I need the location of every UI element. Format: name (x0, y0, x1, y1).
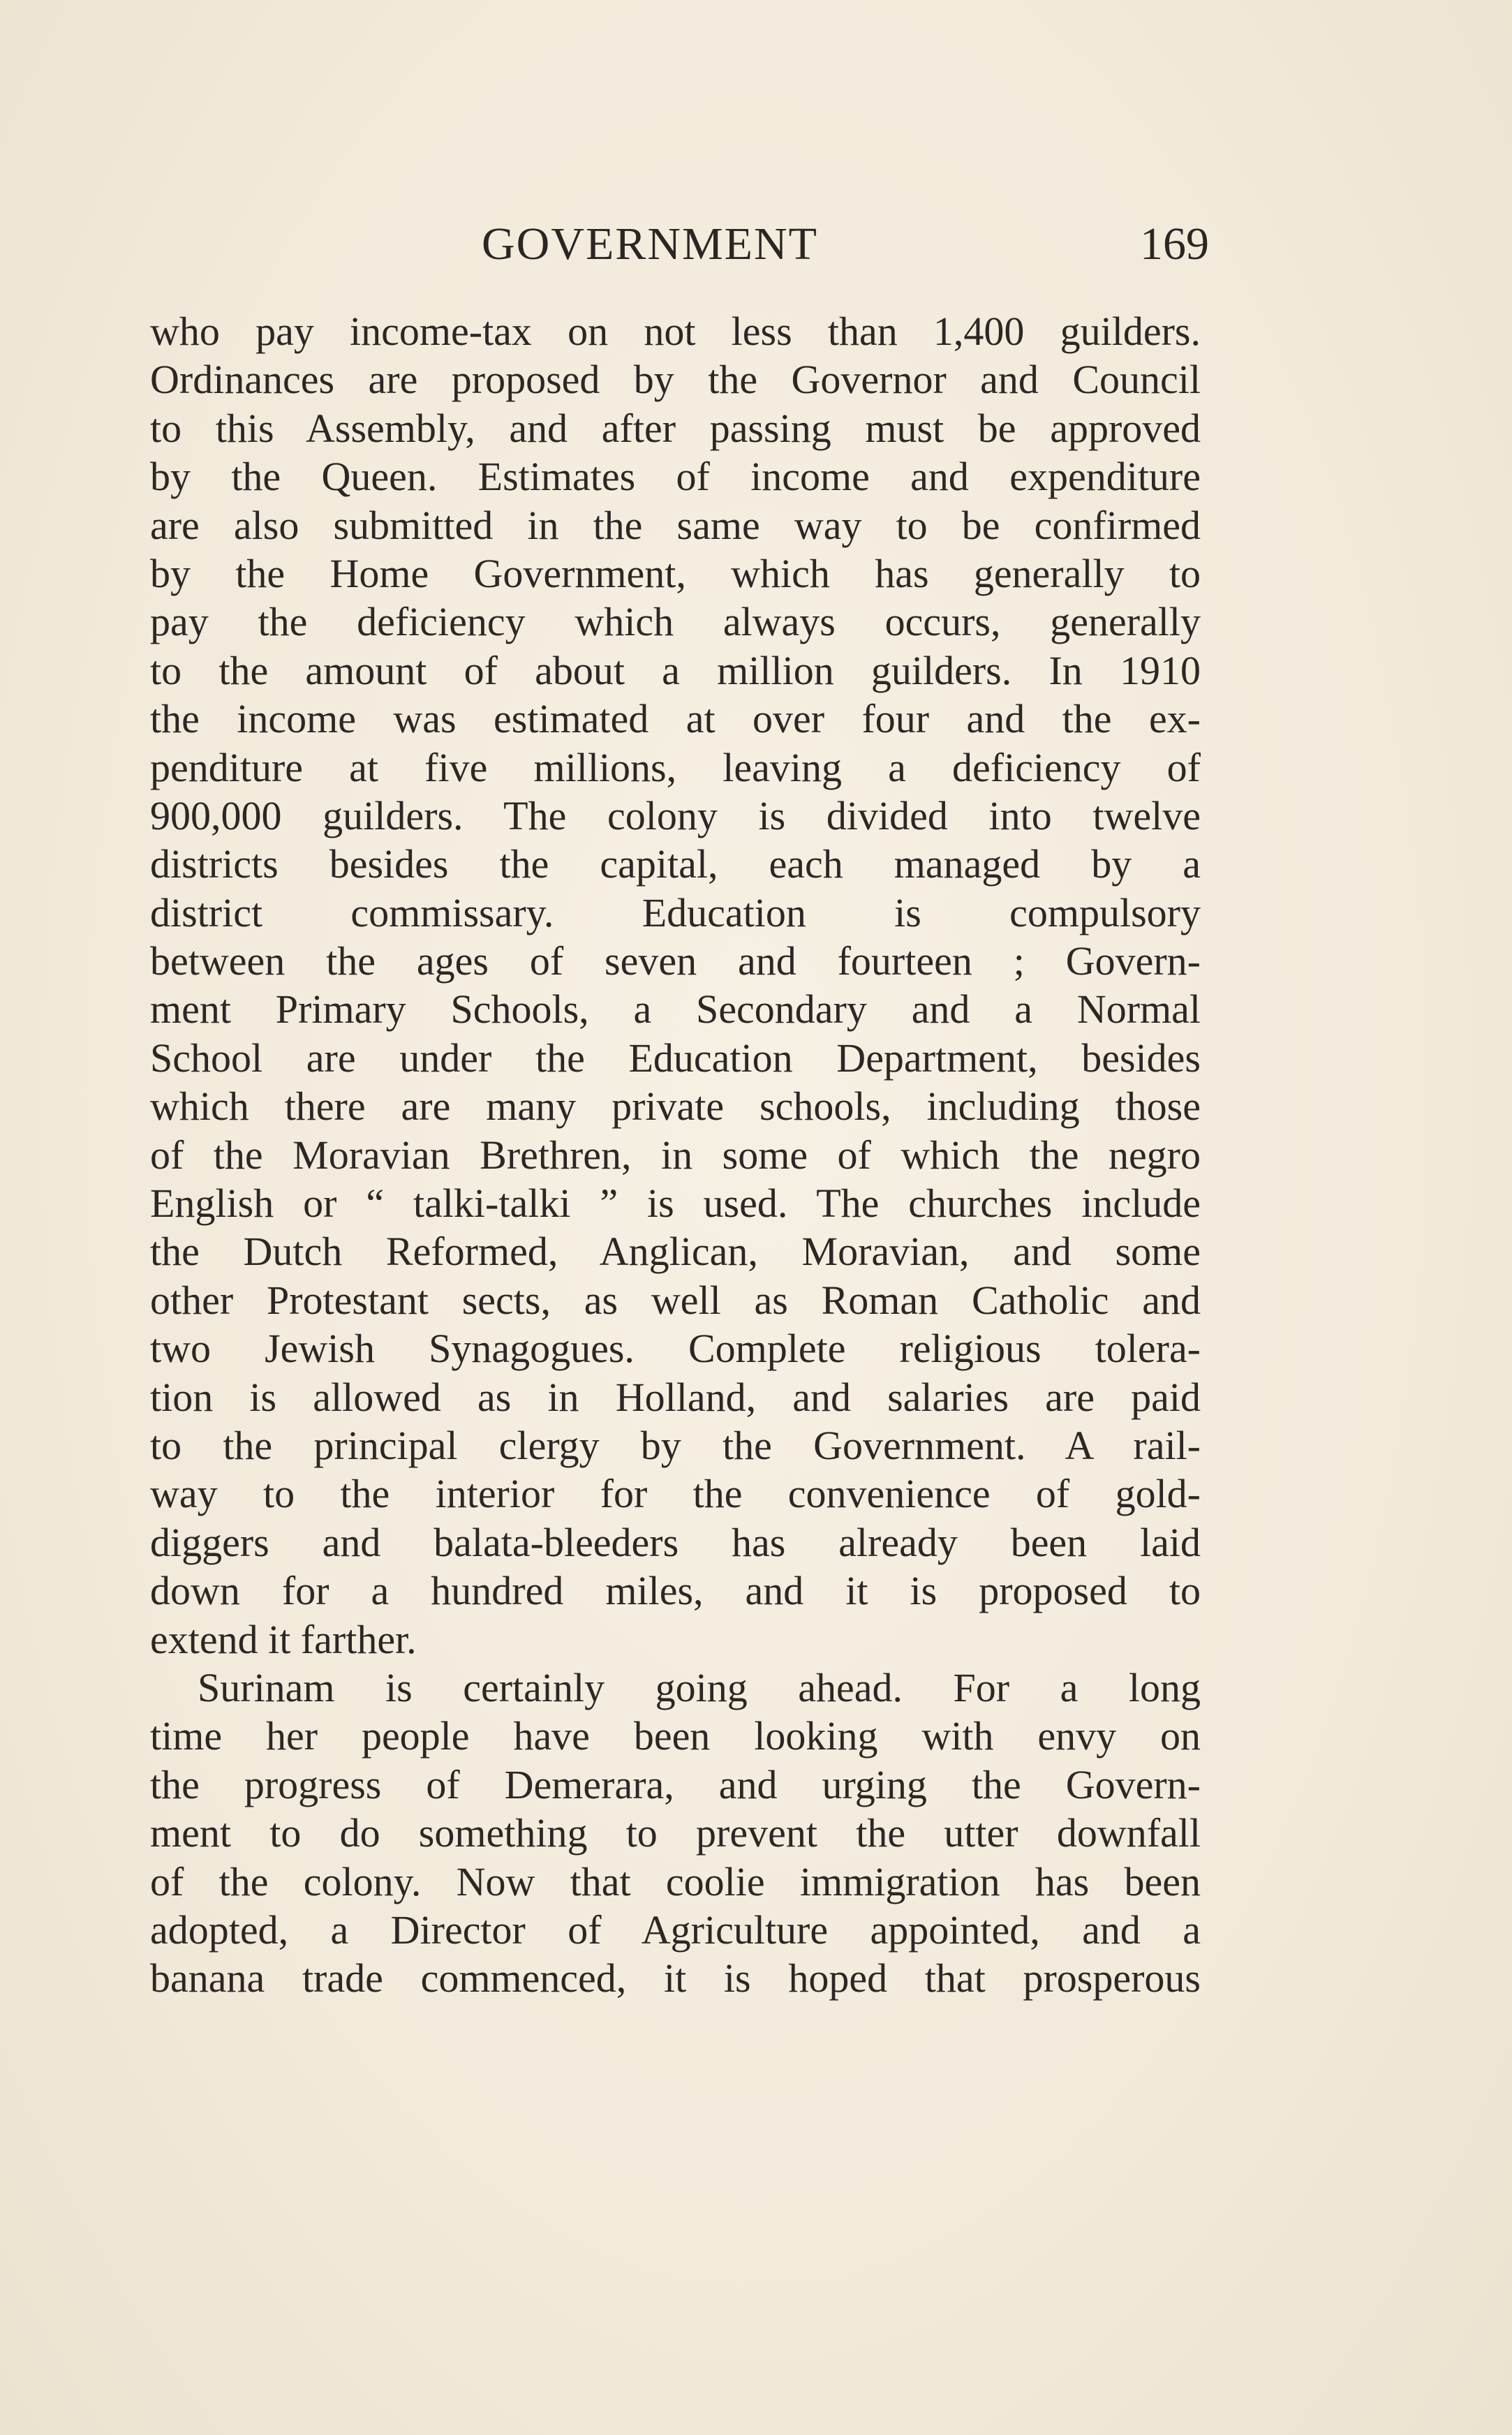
text-line: Ordinances are proposed by the Governor and Council (150, 357, 1201, 403)
text-line: of the Moravian Brethren, in some of which the negro (150, 1132, 1201, 1178)
text-line: pay the deficiency which always occurs, generally (150, 599, 1201, 645)
body-text (150, 307, 1201, 2003)
text-line: the income was estimated at over four and the ex- (150, 696, 1201, 742)
page-header (482, 213, 1209, 276)
text-line: the progress of Demerara, and urging the Govern- (150, 1761, 1201, 1807)
text-line: time her people have been looking with envy on (150, 1713, 1201, 1759)
text-line: tion is allowed as in Holland, and salaries are paid (150, 1374, 1201, 1420)
text-line: the Dutch Reformed, Anglican, Moravian, and some (150, 1229, 1201, 1275)
paragraph-start-line: Surinam is certainly going ahead. For a long (198, 1664, 1201, 1710)
text-line: between the ages of seven and fourteen ; Govern- (150, 938, 1201, 984)
text-line: adopted, a Director of Agriculture appointed, and a (150, 1907, 1201, 1953)
text-line: way to the interior for the convenience of gold- (150, 1471, 1201, 1517)
paragraph-end-line: extend it farther. (150, 1616, 417, 1662)
text-line: ment to do something to prevent the utter downfall (150, 1810, 1201, 1856)
text-line: 900,000 guilders. The colony is divided into twelve (150, 792, 1201, 838)
text-line: districts besides the capital, each managed by a (150, 841, 1201, 887)
text-line: are also submitted in the same way to be confirmed (150, 502, 1201, 548)
text-line: by the Queen. Estimates of income and expenditure (150, 454, 1201, 500)
text-line: to the amount of about a million guilders. In 1910 (150, 647, 1201, 693)
text-line: penditure at five millions, leaving a deficiency of (150, 744, 1201, 790)
text-line: to this Assembly, and after passing must be approved (150, 405, 1201, 451)
text-line: by the Home Government, which has generally to (150, 550, 1201, 596)
text-line: down for a hundred miles, and it is proposed to (150, 1568, 1201, 1614)
text-line: who pay income-tax on not less than 1,400 guilders. (150, 309, 1201, 354)
text-line: other Protestant sects, as well as Roman Catholic and (150, 1277, 1201, 1323)
text-line: School are under the Education Department, besides (150, 1035, 1201, 1081)
text-line: English or “ talki-talki ” is used. The churches include (150, 1181, 1201, 1227)
text-line: diggers and balata-bleeders has already been laid (150, 1519, 1201, 1565)
text-line: district commissary. Education is compulsory (150, 889, 1201, 935)
text-line: which there are many private schools, including those (150, 1083, 1201, 1130)
page-number: 169 (1140, 219, 1209, 269)
text-line: of the colony. Now that coolie immigration has been (150, 1858, 1201, 1904)
text-line: ment Primary Schools, a Secondary and a Normal (150, 986, 1201, 1033)
text-line: banana trade commenced, it is hoped that prosperous (150, 1955, 1201, 2001)
text-line: to the principal clergy by the Government. A rail- (150, 1422, 1201, 1468)
running-title: GOVERNMENT (482, 219, 818, 269)
text-line: two Jewish Synagogues. Complete religious tolera- (150, 1326, 1201, 1372)
